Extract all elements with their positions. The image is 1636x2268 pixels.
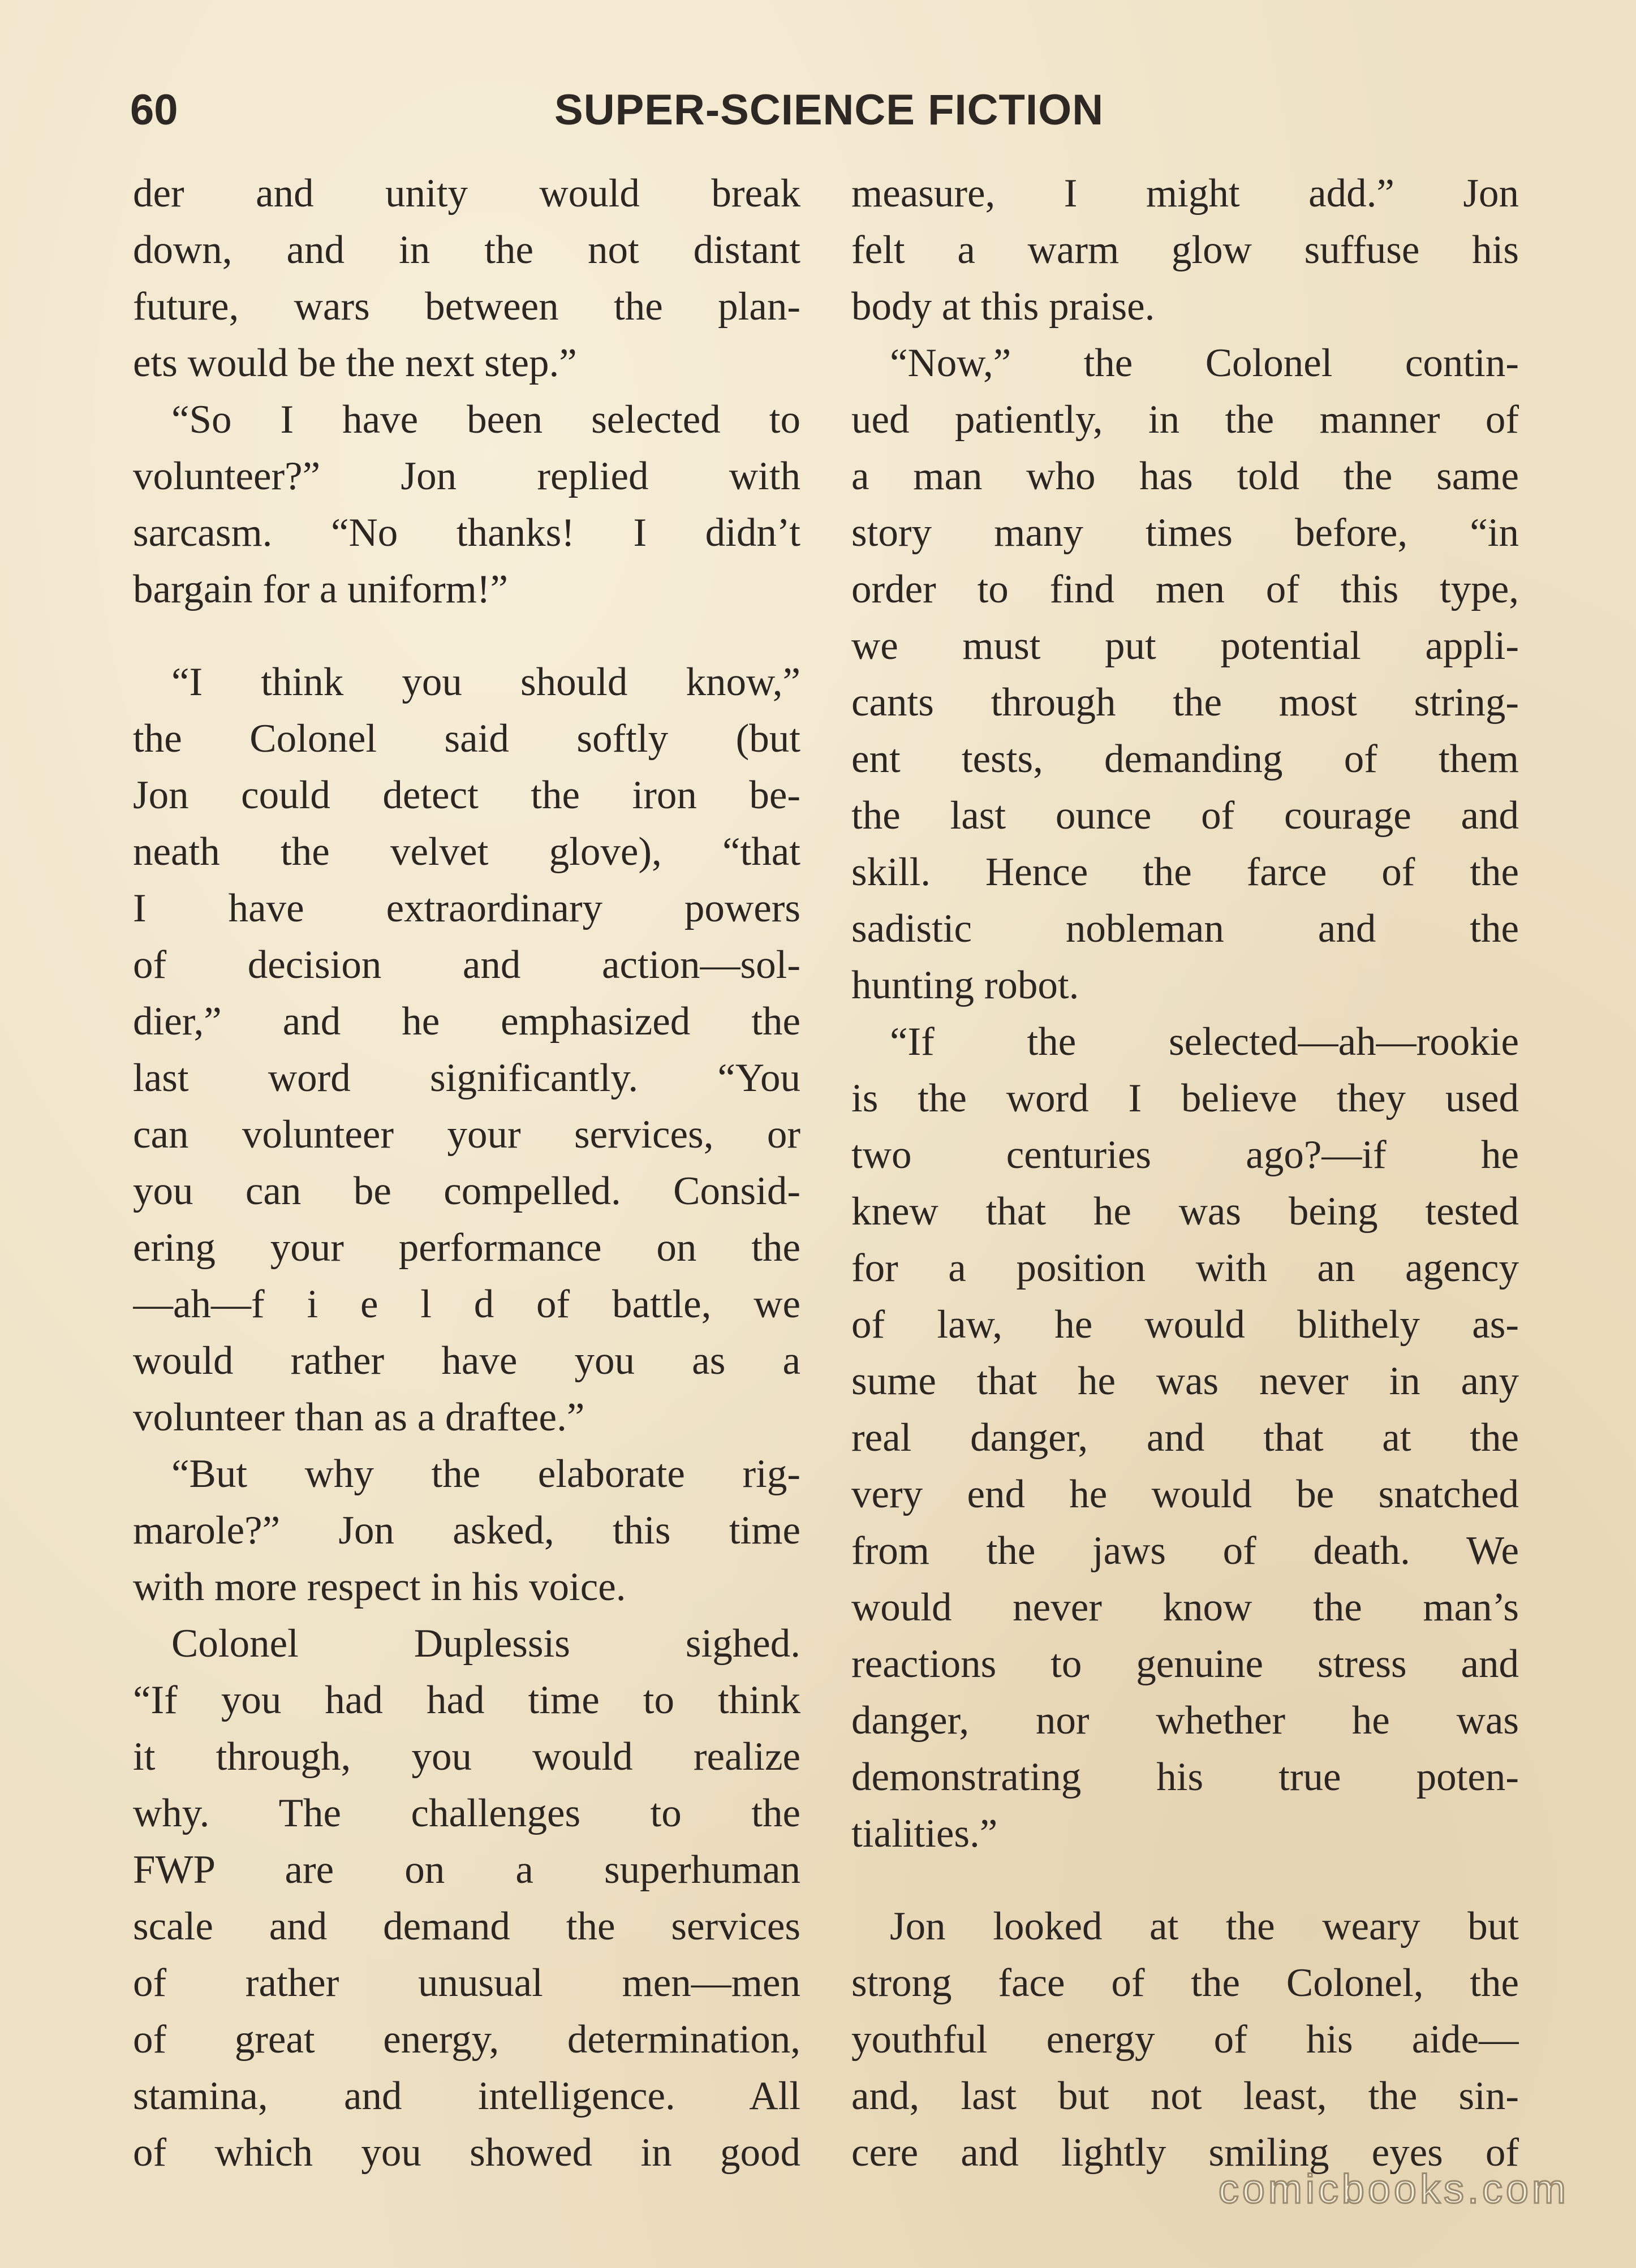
text-line: a man who has told the same (851, 454, 1519, 498)
text-line: of rather unusual men—men (133, 1961, 800, 2005)
text-line: measure, I might add.” Jon (851, 171, 1519, 215)
text-line: why. The challenges to the (133, 1791, 800, 1835)
text-line: bargain for a uniform!” (133, 567, 509, 611)
text-line: real danger, and that at the (851, 1416, 1519, 1460)
text-line: very end he would be snatched (851, 1472, 1519, 1516)
text-line: volunteer?” Jon replied with (133, 454, 800, 498)
text-line: of great energy, determination, (133, 2017, 800, 2062)
text-line: “If the selected—ah—rookie (890, 1020, 1519, 1064)
right-text-column (851, 165, 1519, 2181)
left-text-column (133, 165, 800, 2181)
text-line: demonstrating his true poten- (851, 1755, 1519, 1799)
text-line: skill. Hence the farce of the (851, 850, 1519, 894)
text-line: —ah—f i e l d of battle, we (133, 1282, 800, 1326)
text-line: sadistic nobleman and the (851, 907, 1519, 951)
paragraph-gap (851, 1862, 1519, 1898)
text-line: body at this praise. (851, 284, 1155, 329)
text-line: knew that he was being tested (851, 1189, 1519, 1234)
text-line: marole?” Jon asked, this time (133, 1508, 800, 1553)
text-line: “So I have been selected to (171, 398, 800, 442)
text-line: would rather have you as a (133, 1339, 800, 1383)
text-line: Jon could detect the iron be- (133, 773, 800, 817)
text-line: “I think you should know,” (171, 660, 800, 704)
text-line: story many times before, “in (851, 511, 1519, 555)
text-line: sarcasm. “No thanks! I didn’t (133, 511, 800, 555)
text-line: felt a warm glow suffuse his (851, 228, 1519, 272)
running-head: SUPER-SCIENCE FICTION (554, 86, 1104, 134)
text-line: we must put potential appli- (851, 624, 1519, 668)
text-line: you can be compelled. Consid- (133, 1169, 800, 1213)
text-line: FWP are on a superhuman (133, 1848, 800, 1892)
text-line: reactions to genuine stress and (851, 1642, 1519, 1686)
text-line: is the word I believe they used (851, 1076, 1519, 1120)
text-line: Jon looked at the weary but (890, 1904, 1519, 1948)
text-line: the last ounce of courage and (851, 794, 1519, 838)
paragraph-gap (133, 618, 800, 654)
text-line: “Now,” the Colonel contin- (890, 341, 1519, 385)
text-line: ent tests, demanding of them (851, 737, 1519, 781)
text-line: I have extraordinary powers (133, 886, 800, 930)
page-header (130, 79, 1516, 141)
text-line: down, and in the not distant (133, 228, 800, 272)
text-line: sume that he was never in any (851, 1359, 1519, 1403)
text-line: dier,” and he emphasized the (133, 999, 800, 1044)
text-line: the Colonel said softly (but (133, 717, 800, 761)
text-line: it through, you would realize (133, 1735, 800, 1779)
text-line: from the jaws of death. We (851, 1529, 1519, 1573)
page-number: 60 (130, 86, 178, 134)
text-line: “If you had had time to think (133, 1678, 800, 1722)
text-line: of decision and action—sol- (133, 943, 800, 987)
text-line: for a position with an agency (851, 1246, 1519, 1290)
text-line: future, wars between the plan- (133, 284, 800, 329)
text-line: neath the velvet glove), “that (133, 830, 800, 874)
text-line: youthful energy of his aide— (851, 2017, 1519, 2062)
text-line: “But why the elaborate rig- (171, 1452, 800, 1496)
text-line: last word significantly. “You (133, 1056, 800, 1100)
text-line: Colonel Duplessis sighed. (171, 1622, 800, 1666)
text-line: cere and lightly smiling eyes of (851, 2131, 1519, 2175)
text-line: volunteer than as a draftee.” (133, 1395, 585, 1439)
text-line: strong face of the Colonel, the (851, 1961, 1519, 2005)
text-line: can volunteer your services, or (133, 1113, 800, 1157)
text-line: stamina, and intelligence. All (133, 2074, 800, 2118)
text-line: of law, he would blithely as- (851, 1303, 1519, 1347)
text-line: two centuries ago?—if he (851, 1133, 1519, 1177)
text-line: ering your performance on the (133, 1226, 800, 1270)
text-line: ets would be the next step.” (133, 341, 577, 385)
text-line: and, last but not least, the sin- (851, 2074, 1519, 2118)
text-line: of which you showed in good (133, 2131, 800, 2175)
text-line: hunting robot. (851, 963, 1079, 1007)
text-line: ued patiently, in the manner of (851, 398, 1519, 442)
text-line: danger, nor whether he was (851, 1698, 1519, 1743)
text-line: would never know the man’s (851, 1585, 1519, 1629)
text-line: tialities.” (851, 1812, 998, 1856)
text-line: scale and demand the services (133, 1904, 800, 1948)
text-line: cants through the most string- (851, 680, 1519, 725)
text-line: order to find men of this type, (851, 567, 1519, 611)
watermark-text: comicbooks.com (1218, 2167, 1569, 2212)
text-line: der and unity would break (133, 171, 800, 215)
text-line: with more respect in his voice. (133, 1565, 626, 1609)
